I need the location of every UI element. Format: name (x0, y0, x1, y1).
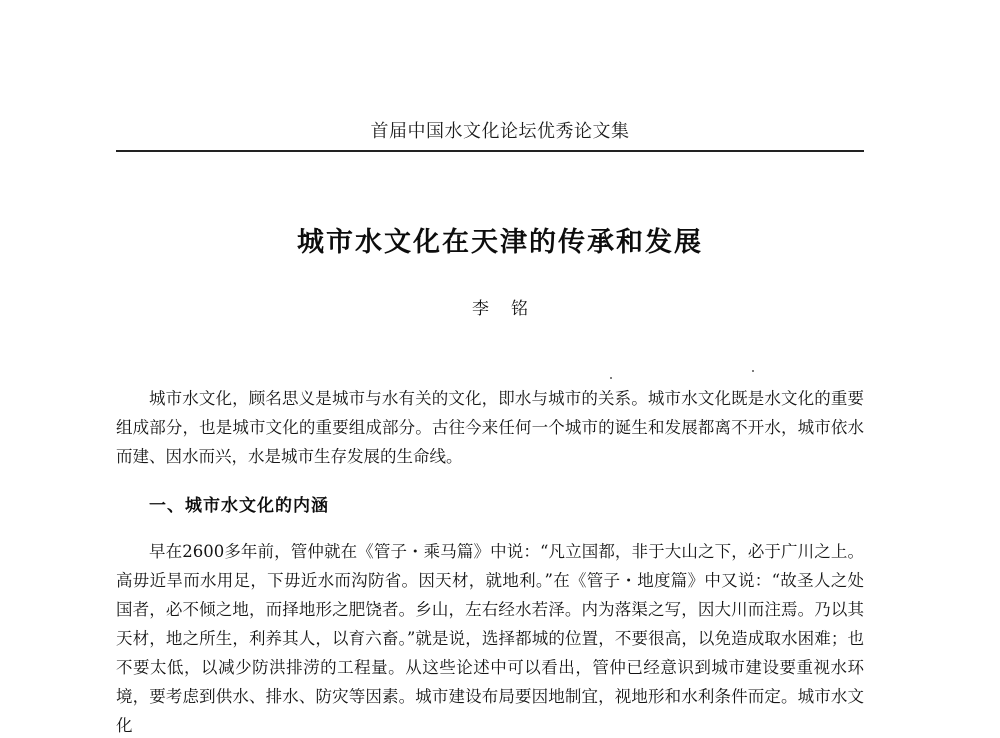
section-paragraph: 早在2600多年前，管仲就在《管子・乘马篇》中说：“凡立国都，非于大山之下，必于广川之上。高毋近旱而水用足，下毋近水而沟防省。因天材，就地利。”在《管子・地度篇》中又说：“故圣人之处国者，必不倾之地，而择地形之肥饶者。乡山，左右经水若泽。内为落渠之写，因大川而注焉。乃以其天材，地之所生，利养其人，以育六畜。”就是说，选择都城的位置，不要很高，以免造成取水困难；也不要太低，以减少防洪排涝的工程量。从这些论述中可以看出，管仲已经意识到城市建设要重视水环境，要考虑到供水、排水、防灾等因素。城市建设布局要因地制宜，视地形和水利条件而定。城市水文化 (116, 542, 864, 735)
header-rule (116, 150, 864, 152)
scan-speck (610, 377, 612, 379)
paper-author: 李铭 (472, 299, 550, 319)
paper-title: 城市水文化在天津的传承和发展 (297, 227, 703, 258)
running-header: 首届中国水文化论坛优秀论文集 (370, 121, 630, 142)
scan-speck (752, 370, 754, 372)
intro-paragraph: 城市水文化，顾名思义是城市与水有关的文化，即水与城市的关系。城市水文化既是水文化的重要组成部分，也是城市文化的重要组成部分。古往今来任何一个城市的诞生和发展都离不开水，城市依水而建、因水而兴，水是城市生存发展的生命线。 (116, 389, 864, 466)
section-heading: 一、城市水文化的内涵 (149, 496, 329, 516)
